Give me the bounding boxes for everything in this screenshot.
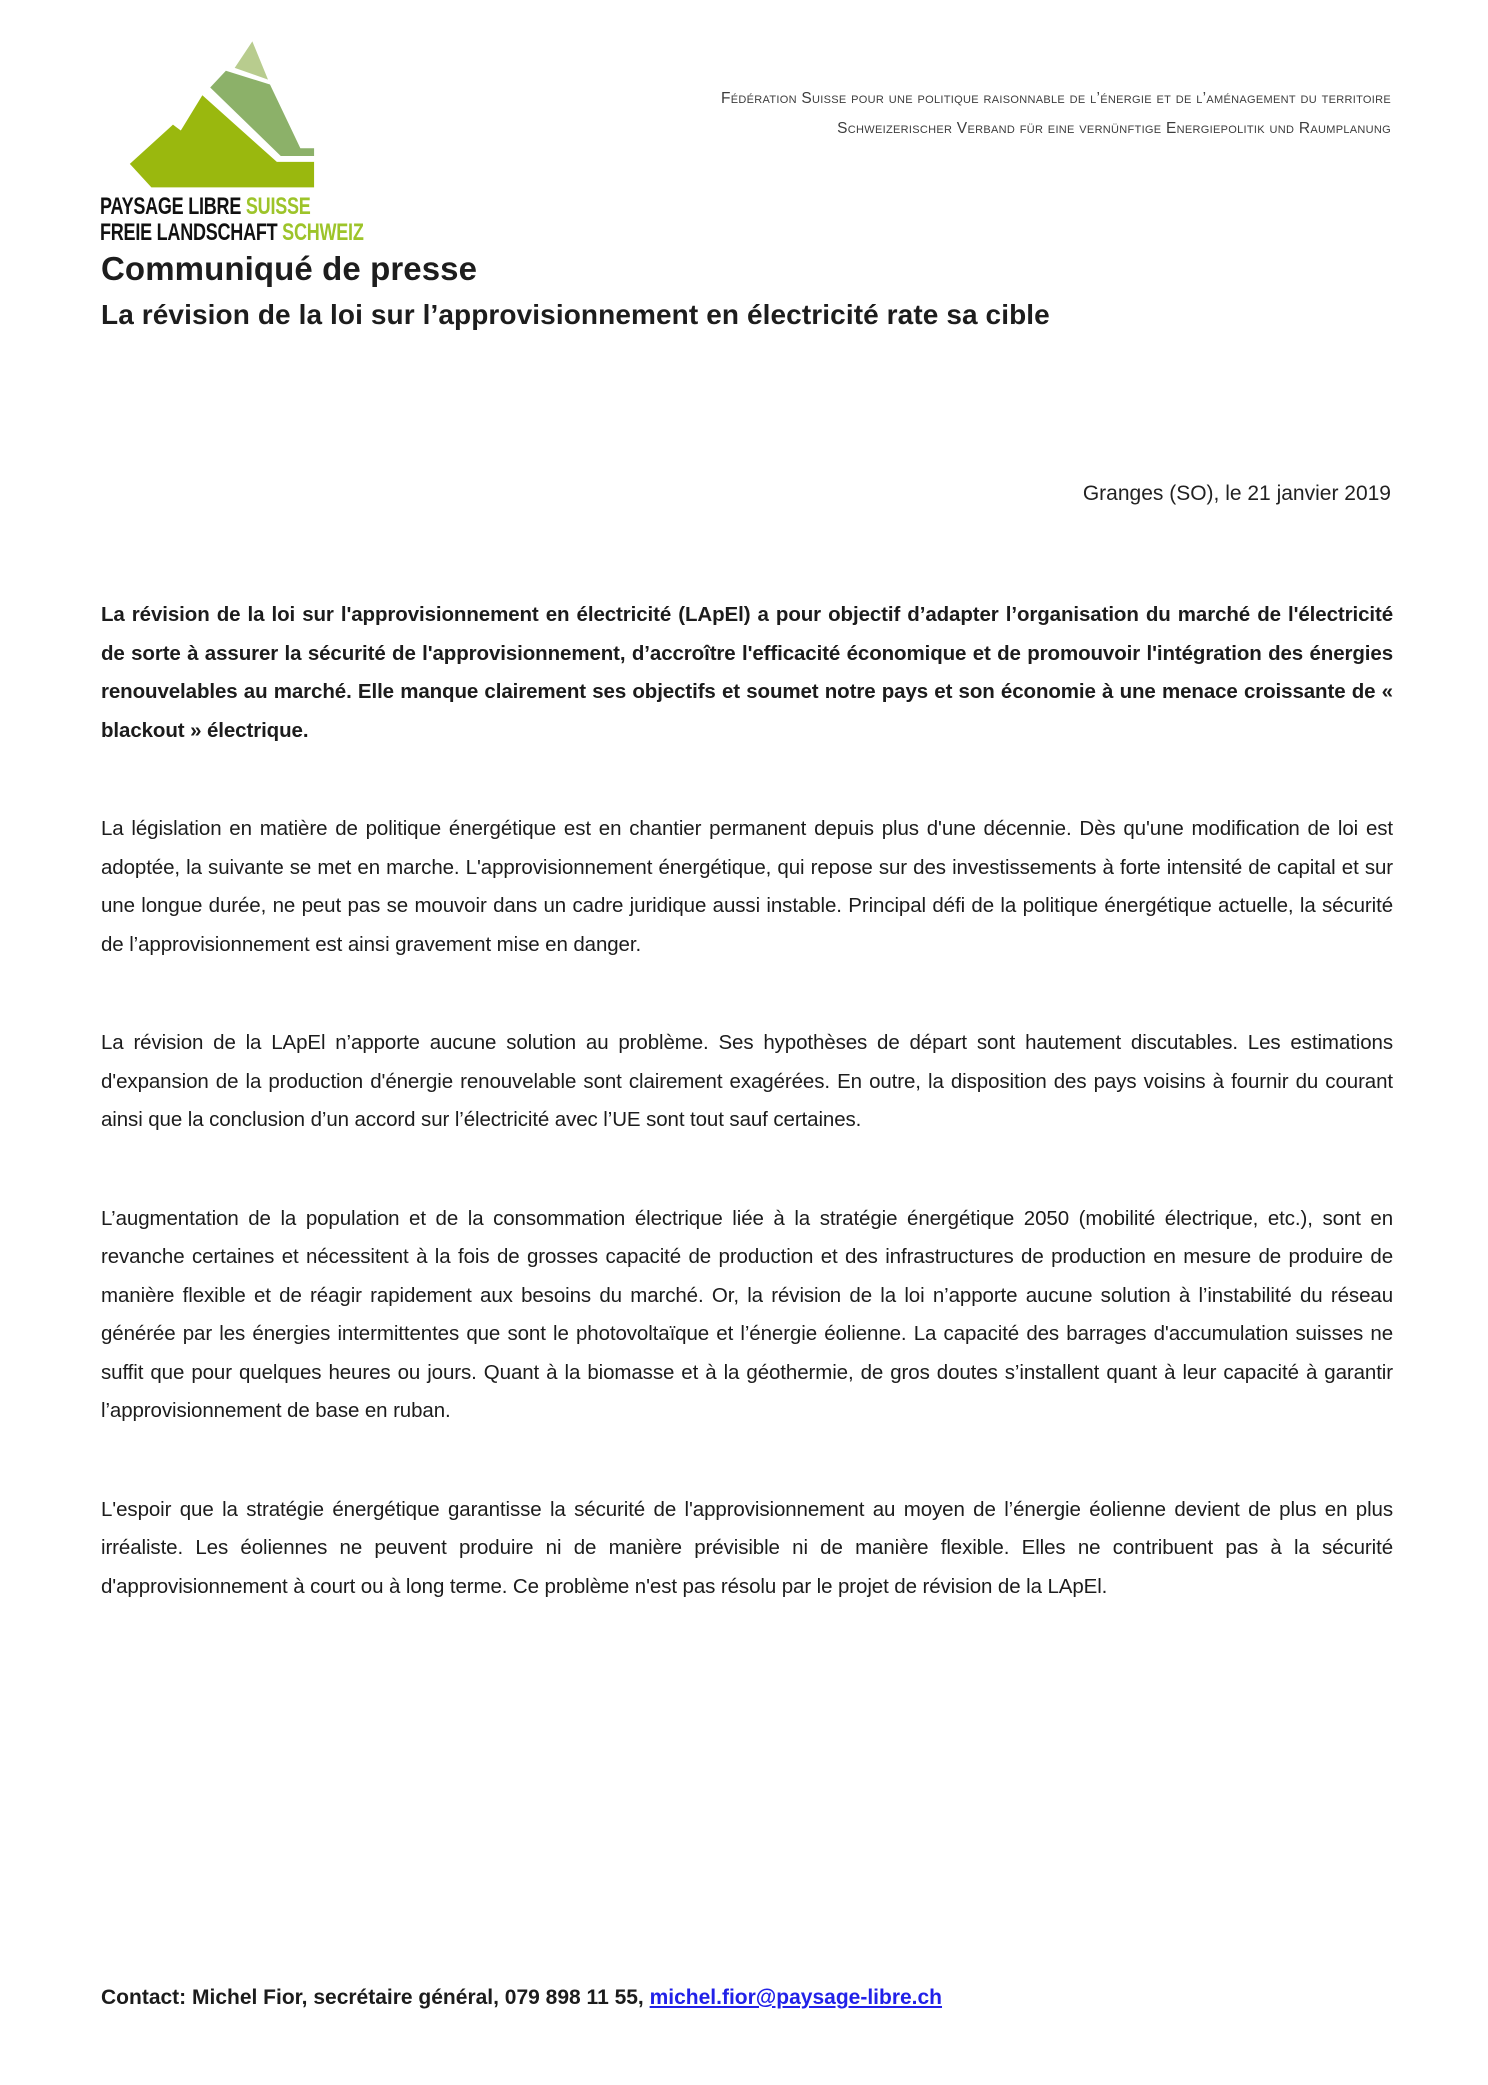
organization-logo	[100, 26, 364, 246]
contact-email-link[interactable]: michel.fior@paysage-libre.ch	[649, 1986, 943, 2009]
federation-name-de: Schweizerischer Verband für eine vernünftige Energiepolitik und Raumplanung	[837, 120, 1391, 137]
paragraph-2: La législation en matière de politique énergétique est en chantier permanent depuis plus d'une décennie. Dès qu'une modification de loi est adoptée, la suivante se met en marche. L'approvisionnement énergétique, qui repose sur des investissements à forte intensité de capital et sur une longue durée, ne peut pas se mouvoir dans un cadre juridique aussi instable. Principal défi de la politique énergétique actuelle, la sécurité de l’approvisionnement est ainsi gravement mise en danger.	[101, 817, 1393, 956]
mountain-logo-icon	[122, 26, 318, 192]
logo-wordmark-line1	[100, 193, 311, 220]
logo-wordmark	[100, 193, 364, 246]
logo-text-schweiz: SCHWEIZ	[282, 219, 364, 246]
federation-names	[721, 84, 1391, 144]
paragraph-4: L’augmentation de la population et de la consommation électrique liée à la stratégie énergétique 2050 (mobilité électrique, etc.), sont en revanche certaines et nécessitent à la fois de grosses capacité de production et des infrastructures de production en mesure de produire de manière flexible et de réagir rapidement aux besoins du marché. Or, la révision de la loi n’apporte aucune solution à l’instabilité du réseau générée par les énergies intermittentes que sont le photovoltaïque et l’énergie éolienne. La capacité des barrages d'accumulation suisses ne suffit que pour quelques heures ou jours. Quant à la biomasse et à la géothermie, de gros doutes s’installent quant à leur capacité à garantir l’approvisionnement de base en ruban.	[101, 1206, 1393, 1422]
page-title: Communiqué de presse	[101, 250, 478, 287]
dateline: Granges (SO), le 21 janvier 2019	[1082, 482, 1391, 505]
paragraph-5: L'espoir que la stratégie énergétique garantisse la sécurité de l'approvisionnement au moyen de l’énergie éolienne devient de plus en plus irréaliste. Les éoliennes ne peuvent produire ni de manière prévisible ni de manière flexible. Elles ne contribuent pas à la sécurité d'approvisionnement à court ou à long terme. Ce problème n'est pas résolu par le projet de révision de la LApEl.	[101, 1497, 1393, 1598]
press-release-body	[101, 596, 1393, 1666]
logo-text-suisse: SUISSE	[245, 193, 311, 220]
federation-name-fr: Fédération Suisse pour une politique raisonnable de l’énergie et de l’aménagement du territoire	[720, 90, 1391, 107]
logo-wordmark-line2	[100, 219, 364, 246]
logo-text-paysage-libre: PAYSAGE LIBRE	[100, 193, 242, 220]
page-subtitle: La révision de la loi sur l’approvisionnement en électricité rate sa cible	[101, 299, 1050, 330]
paragraph-3: La révision de la LApEl n’apporte aucune solution au problème. Ses hypothèses de départ sont hautement discutables. Les estimations d'expansion de la production d'énergie renouvelable sont clairement exagérées. En outre, la disposition des pays voisins à fournir du courant ainsi que la conclusion d’un accord sur l’électricité avec l’UE sont tout sauf certaines.	[101, 1031, 1393, 1131]
contact-line	[101, 1986, 942, 2010]
logo-text-freie-landschaft: FREIE LANDSCHAFT	[100, 219, 278, 246]
paragraph-lead: La révision de la loi sur l'approvisionnement en électricité (LApEl) a pour objectif d’adapter l’organisation du marché de l'électricité de sorte à assurer la sécurité de l'approvisionnement, d’accroître l'efficacité économique et de promouvoir l'intégration des énergies renouvelables au marché. Elle manque clairement ses objectifs et soumet notre pays et son économie à une menace croissante de « blackout » électrique.	[101, 603, 1393, 742]
contact-label: Contact: Michel Fior, secrétaire général, 079 898 11 55,	[101, 1986, 650, 2009]
